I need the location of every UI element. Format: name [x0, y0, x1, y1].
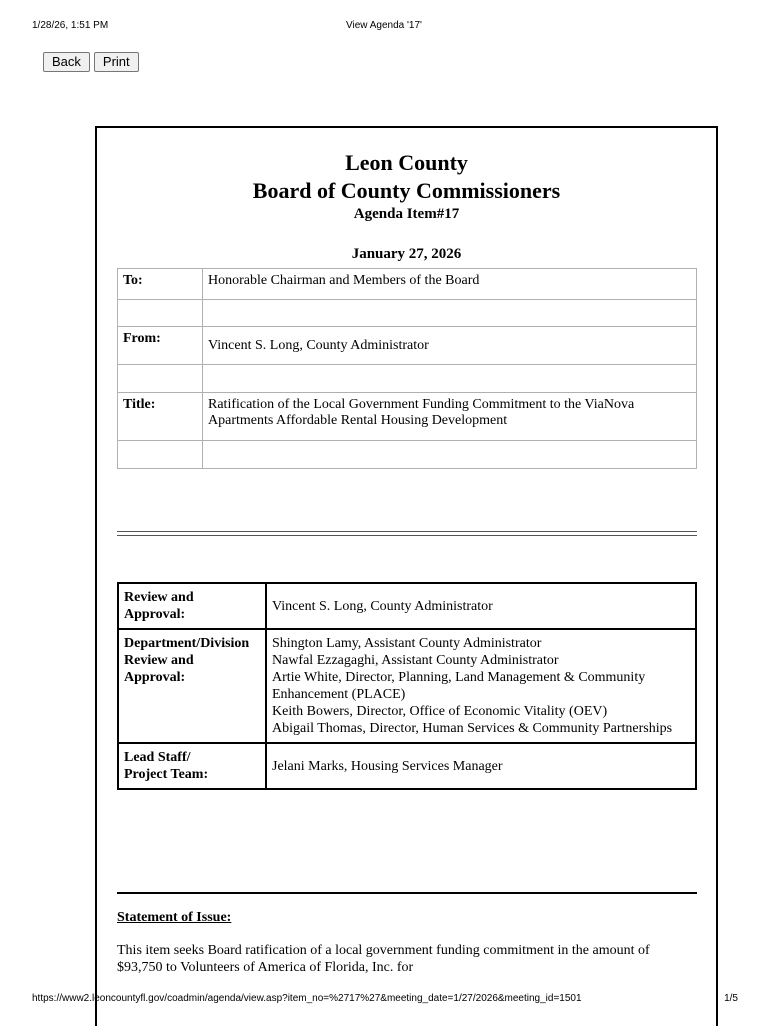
table-row [118, 300, 697, 327]
section-divider [117, 892, 697, 894]
lead-staff-value: Jelani Marks, Housing Services Manager [266, 743, 696, 789]
print-page-title: View Agenda '17' [346, 20, 422, 31]
page-count: 1/5 [724, 993, 738, 1004]
dept-review-label: Department/Division Review and Approval: [118, 629, 266, 743]
agenda-document [95, 126, 718, 1026]
lead-staff-label: Lead Staff/ Project Team: [118, 743, 266, 789]
review-approval-value: Vincent S. Long, County Administrator [266, 583, 696, 629]
table-row [118, 269, 697, 300]
page-url: https://www2.leoncountyfl.gov/coadmin/agenda/view.asp?item_no=%2717%27&meeting_date=1/27/2026&meeting_id=1501 [32, 993, 582, 1004]
table-row [118, 327, 697, 365]
to-value: Honorable Chairman and Members of the Board [203, 269, 697, 300]
table-row [118, 441, 697, 469]
approval-table [117, 582, 697, 790]
table-row [118, 393, 697, 441]
meeting-date: January 27, 2026 [351, 246, 462, 262]
dept-review-value: Shington Lamy, Assistant County Administrator Nawfal Ezzagaghi, Assistant County Administrator Artie White, Director, Planning, Land Management & Community Enhancement (PLACE) Keith Bowers, Director, Office of Economic Vitality (OEV) Abigail Thomas, Director, Human Services & Community Partnerships [266, 629, 696, 743]
print-button[interactable]: Print [94, 52, 139, 72]
table-row [118, 629, 696, 743]
title-value: Ratification of the Local Government Funding Commitment to the ViaNova Apartments Affordable Rental Housing Development [203, 393, 697, 441]
double-divider [117, 531, 697, 536]
table-row [118, 583, 696, 629]
agenda-item-number: Agenda Item#17 [353, 206, 460, 222]
back-button[interactable]: Back [43, 52, 90, 72]
title-label: Title: [118, 393, 203, 441]
print-datetime: 1/28/26, 1:51 PM [32, 20, 109, 31]
from-value: Vincent S. Long, County Administrator [203, 327, 697, 365]
toolbar [43, 52, 139, 72]
county-name: Leon County [345, 150, 468, 175]
table-row [118, 365, 697, 393]
to-label: To: [118, 269, 203, 300]
routing-table [117, 268, 697, 469]
table-row [118, 743, 696, 789]
from-label: From: [118, 327, 203, 365]
statement-of-issue-text: This item seeks Board ratification of a local government funding commitment in the amount of $93,750 to Volunteers of America of Florida, Inc. for [117, 943, 650, 975]
board-name: Board of County Commissioners [252, 178, 561, 203]
statement-of-issue-heading: Statement of Issue: [117, 910, 232, 925]
review-approval-label: Review and Approval: [118, 583, 266, 629]
